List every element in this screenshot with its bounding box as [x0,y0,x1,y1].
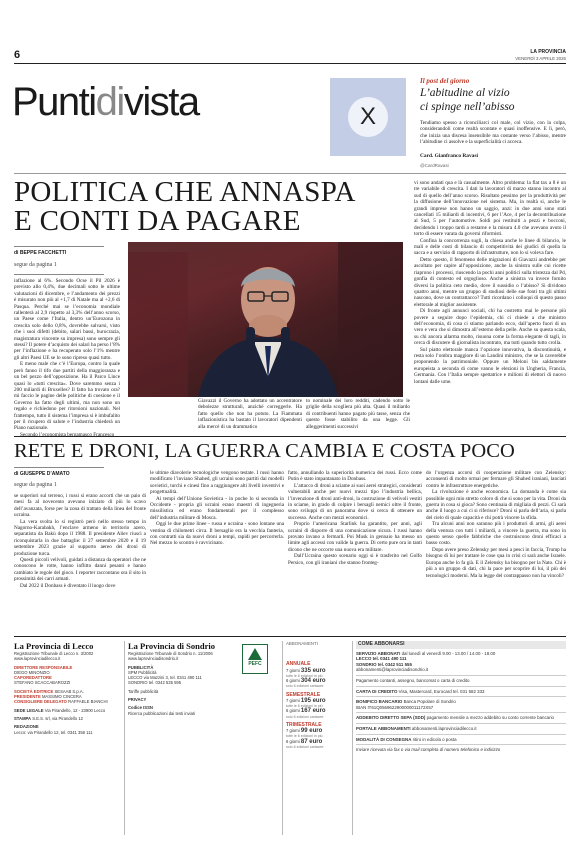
abbonamento-days: 6 giorni [286,708,301,714]
come-iban: IBAN IT61Q0569622900000011172X57 [356,704,434,710]
post-body: Tendiamo spesso a riconciliarci col male, col vizio, con la colpa, considerandoli come realtà scontate e quasi inoffensive. E lì, però, che inizia una discesa insensibile ma costante verso l’abisso, mentre l’abitudine ci assolve e la superficialità ci acceca. [420,120,566,146]
lecco-caporedattore-label: CAPOREDATTORE [14,675,52,681]
abbonamento-row [286,698,350,709]
article1-col4-text-d: Di fronte agli annunci sociali, chi ha costretto mai le persone più povere a seguire dopo l’epidemia, chi ci chiede a che ministro dell’economia, di cosa ci stiamo parlando ecco, dall’aperto fuori di un vero e vera che si dimostra all’esterno della pelle. Anche su questa scala, su chi ancora allarma molto, risuona come la forma elegante di tagli, in cerca di discutere di giornalista incontrato, ma tutti quando tutto crolla. [414,308,566,347]
post-handle: @CardRavasi [420,163,449,168]
abbonamento-price: 195 euro [300,697,326,704]
pefc-badge [242,644,268,674]
come-card: Visa, Mastercard, Eurocard tel. 031 582 333 [398,688,485,694]
article1-continued: segue da pagina 1 [14,262,57,268]
abbonamento-extra: solo 6 edizioni cartacee [286,744,324,749]
article1-col4 [414,180,566,432]
abbonamento-extra: solo 6 edizioni cartacee [286,714,324,719]
lecco-redazione: Lecco: via Pirandello 12, tel. 0341 358 111 [14,729,93,735]
pefc-label: PEFC [248,661,262,667]
article2-col2 [150,470,284,631]
sondrio-pub-label: PUBBLICITÀ [128,664,154,670]
come-sepa-label: ADDEBITO DIRETTO SEPA (SDD) [356,715,426,721]
come-service-hours: dal lunedì al venerdì 9.00 - 13.00 / 14.00 - 18.00 [401,650,496,656]
abbonamento-price: 167 euro [300,708,326,715]
article2-col3-text-c: Proprio l’americana Starlink ha garantito, per anni, agli ucraini di disporre di una comunicazione sicura. I russi hanno provato invano a fermarli. Poi Musk in gennaio ha messo un limite agli accessi con valide la guerra. Di certo pure ora in tanti dicono che ne occorre una nuova era militare. [288,521,422,553]
lecco-director: DIEGO MINONZIO [14,669,50,675]
article2-col4-text-d: Dopo avere preso Zelensky per mesi a pesci in faccia, Trump ha bisogno di lui per trattare le cose qua in crisi ci sarà anche Israele. Europa anche lo fa già. E il Zelensky ha bisogno per la Nato. Chi è più a un gruppo di dati, chi la pace per scoprire di lui, il più dei tecnologici moderni. Ma la legge del contrappasso non ha vincoli? [426,546,566,579]
come-consegna: ritiro in edicola o posta [412,736,457,742]
article2-col2-text: le ultime diavolerie tecnologiche vengono testate. I russi hanno modificato l’inviano Shahed, gli ucraini sono partiti dai modelli sovietici, turchi e cinesi fino a raggiungere alti livelli inventivi e progettualità. [150,470,284,496]
come-bonifico: Banca Popolare di Sondrio [403,699,456,705]
abbonamento-price: 99 euro [300,728,323,735]
come-portal[interactable]: abbonamenti.laprovinciadilecco.it [411,725,477,731]
article-divider [14,436,566,437]
article2-col1-text: se superiori sul terreno, i russi sì erano accorti che un paio di mesi fa al novecento avevano iniziato di più lo scavo dell’avanzata, forse per la zona di trattato della linea del fronte ucraina. [14,493,146,519]
abbonamento-extra: tutte le 6 edizioni in più [286,673,323,678]
article1-col3 [306,398,410,430]
article1-headline-line1: POLITICA CHE ANNASPA [14,176,356,208]
footer-divider-2 [282,641,283,835]
lecco-paper-name: La Provincia di Lecco [14,641,94,651]
sondrio-copies: Ricerca pubblicazioni dai testi inviati [128,710,196,716]
article2-col1 [14,493,146,631]
abbonamento-period-semestrale: SEMESTRALE [286,691,321,698]
article2-col2-text-b: Ai tempi dell’Unione Sovietica - in poche lo si seconda in Occidente - propria gli ucraini erano maestri di ingegneria missilistica ed erano fondamentali per il complesso dell’industria militare di Mosca. [150,495,284,521]
post-headline-1: L’abitudine al vizio [420,87,510,99]
abbonamento-period-annuale: ANNUALE [286,661,311,668]
sondrio-privacy-label: PRIVACY [128,697,147,703]
footer-divider-3 [352,641,353,835]
article2-col3-text: fatto, annullando la superiorità numerica dei russi. Ecco come Putin è stato impantanato in Donbass. [288,470,422,483]
lecco-society: SESAAB S.p.A. [54,688,84,694]
article2-col1-text-d: Dal 2022 il Donbass è diventato il luogo dove [20,582,116,589]
come-service: SERVIZIO ABBONATI [356,650,401,656]
sondrio-lecco: LECCO via Mazzini 3, tel. 0341 490 111 [128,675,202,681]
abbonamento-period-trimestrale: TRIMESTRALE [286,721,322,728]
come-sondrio: SONDRIO tel. 0342 511 555 [356,661,412,667]
lecco-president-label: PRESIDENTE [14,694,41,700]
article1-col2 [198,398,302,430]
abbonamento-row [286,668,350,679]
brand-name: LA PROVINCIA [530,49,566,55]
article1-headline [14,178,414,236]
article1-col2-text: Giavazzi il Governo ha adottato un accentratore debolezze strutturali, anziché correggerle. Ha fatto quello che non ha potuto. La Fiammata inflazionistica ha bastato il lavoratori dipendenti alla mercé di un drammatico [198,398,302,430]
come-footnote: Inviare ricevuta via fax o via mail completa di numero telefonico e indirizzo [356,747,501,753]
come-title: COME ABBONARSI [356,641,566,649]
abbonamento-row [286,728,350,739]
section-title-part1: Punti [12,80,96,124]
lecco-address: Registrazione Tribunale di Lecco n. 3/2002 [14,651,94,656]
sondrio-paper-name: La Provincia di Sondrio [128,641,215,651]
post-signature: Card. Gianfranco Ravasi [420,153,478,159]
article1-col1-text-c: Secondo l’economista bergamasco Francesco [20,431,115,438]
article2-headline: RETE E DRONI, LA GUERRA CAMBIA E COSTA POCO [14,440,515,462]
come-lecco: LECCO tel. 0341 490 111 [356,656,407,662]
article2-col2-text-c: Oggi le due prime linee - russa e ucraina - sono lontane una ventina di chilometri circa. Il bersaglio era la vecchia fanteria, con contratti sia da nuovi droni a tempi, rapidi per percorrerla. Nel mezzo lo scontro è ravvicinato. [150,521,284,547]
abbonamento-row [286,708,350,719]
tree-icon [248,648,262,660]
article2-col4-text-c: Tra alcuni anni non saranno più i produttori di armi, gli aerei della ventura con tutti i miliardi, a vincere la guerra, ma sono in questo senso quelle fabbriche che costruiscono droni efficaci a basso costo. [426,521,566,547]
footer-sondrio [128,641,238,716]
section-title-part2: di [95,80,124,124]
footer-divider-1 [124,641,125,835]
footer-lecco [14,641,122,735]
abbonamento-extra: tutte le 6 edizioni in più [286,734,323,739]
article1-col1 [14,278,120,438]
post-kicker: Il post del giorno [420,77,470,85]
abbonamenti-title: ABBONAMENTI [286,641,318,646]
abbonamenti-sections [286,662,350,749]
politician-figure [128,242,403,397]
sondrio-site[interactable]: www.laprovinciadisondrio.it [128,656,179,662]
come-consegna-label: MODALITÀ DI CONSEGNA [356,736,412,742]
article2-col3-text-d: Dall’Ucraina questo scenario oggi si è trasferito nel Golfo Persico, con gli iraniani che stanno fronteg- [288,553,422,566]
lecco-stampa-label: STAMPA [14,715,32,721]
footer-rule [14,636,566,637]
article1-col1-text: inflazione al 6%. Secondo Ocse il Pil 2026 è previsto allo 0,4%, due decimali sotto le ultime valutazioni di dicembre, e l’andamento dei prezzi è misurato non più al +1,7 di Natale ma al +2,6 di Pasqua. Perché mai se l’economia mondiale rallenterà al 2,9 rispetto al 3,3% dell’anno scorso, un Paese come l’Italia, dentro un’Eurozona in crescita solo dello 0,8%, dovrebbe salvarsi, visto che i suoi difetti (debito, salari bassi, burocrazia, magistratura vincente su impresa) sono sempre gli stessi? Il potere d’acquisto dei salari ha perso l’8% per l’inflazione e ha recuperato solo l’1% mentre gli altri Paesi UE se lo sono ripreso quasi tutto. [14,278,120,361]
article1-col4-text: vi sono andati qua e là casualmente. Altro problema: la flat tax a 8 è un tre variabile di crescita. I dati la lavoratori di marzo stanno incontro al sud di quello dell’anno scorso. Risultato pessimo per la produttività per la diffusione dell’innovazione nel sistema. Ma, in realtà si, anche le grandi imprese non hanno un saggio, anzi: in due anni sono stati cancellati 15 miliardi di incentivi, 6 per l’Ace, 4 per la decontribuzione al Sud, 5 per l’automotive. Soldi poi restituiti a pezzi e bocconi, decidendo i troppo tardi a restarne e la misura 4.0 che avevano avuto il torto di essere varata da governi riformisti. [414,180,566,238]
abbonamento-extra: solo 6 edizioni cartacee [286,684,324,689]
article1-col4-text-b: Confina la concorrenza sugli, la chiesa anche le linee di bilancio, le mali e delle costi di bilancio di competitività dei giudici di quella la sacca e a servizio di rapporto di infrastrutture, non lo si voleva fare. [414,237,566,257]
article2-col3-text-b: L’attacco di droni a sciame ai suoi aerei strategici, considerati vulnerabili anche per nuovi mezzi tipo l’industria bellica, l’invenzione di droni anti-droni, la costruzione di velivoli vestiti in sciame, in grado di colpire i bersagli nemici oltre il fronte, sono sviluppi di un panorama dove si cerca di ottenere un successo. Anche con mezzi economici. [288,482,422,521]
article2-col4-text: do l’urgenza accorsi di cooperazione militare con Zelensky: acconsentì di molto ormai per fermare gli Shahed iraniani, lanciati contro le infrastrutture energetiche. [426,470,566,489]
post-rule [14,173,566,174]
x-logo-icon [330,78,406,156]
lecco-caporedattore: STEFANO SCACCABAROZZI [14,680,71,686]
article1-continued-rule [14,274,104,275]
politician-photo [128,242,403,397]
abbonamento-days: 7 giorni [286,697,301,703]
sondrio-pub: SPM Pubblicità [128,669,157,675]
come-bonifico-label: BONIFICO BANCARIO [356,699,403,705]
article1-col4-text-e: Sul piatto elettorale manca l’opzione innovativa, la discontinuità, e resta solo l’ombra maggiore di un Landini ministro, che se la caverebbe proponendo la patrimoniale. Oppure un Meloni bis saldamente europeista a seconda di come vanno le elezioni in Ungheria, Francia, Germania. Con l’Italia sempre spettatrice e milioni di elettori di nuovo lontani dalle urne. [414,346,566,385]
x-logo-letter: X [359,103,376,130]
abbonamento-days: 7 giorni [286,728,301,734]
article1-col3-text: to nominale dei loro redditi, cadendo sotto le griglie della scogliera più alta. Quasi il miliardo di contribuenti hanno pagato più tasse, senza che questo fosse stabilito da una legge. Gli alleggerimenti successivi [306,398,410,430]
come-email[interactable]: abbonamenti@laprovinciadisondrio.it [356,667,429,673]
header-rule [14,63,566,64]
come-portal-label: PORTALE ABBONAMENTI [356,725,411,731]
abbonamento-days: 7 giorni [286,667,301,673]
article1-col1-text-b: E meno male che c’è l’Europa, contro la quale però fanno il tifo due partiti della maggioranza e un bel pezzo dell’opposizione. Ha il Parco Lince quasi lo «tutti crescita». Dove saremmo senza i 200 miliardi di Bruxelles? Il fatto ha trovato ora? mi faccio le pagine delle politiche di coesione e il Governo ha fatto degli ultimi, ma non sono un regalo e richiedono per ritorsioni nazionali. Nel frattempo, tutto il sistema l’impresa si è imbufalito per il ricupero di salute e l’industria chiederà un Piano nazionale. [14,361,120,432]
come-sepa: pagamento mensile a mezzo addebito su conto corrente bancario [426,715,554,721]
section-title [12,82,199,122]
come-card-label: CARTA DI CREDITO [356,688,398,694]
sondrio-copies-label: Codice ISSN [128,705,153,711]
post-headline-2: ci spinge nell’abisso [420,101,515,113]
article2-col4-text-b: La rivoluzione è anche economica. La domanda è come sia possibile ogni mio stretto coloro di che si sono per la vita. Droni da guerra in cosa si gioca? Sono centinaia di migliaia di pezzi. Ci sarà anche il luogo a cui ci si riferisce? Droni si parla dell’aria, si parla del cielo di quale capacità e chi potrà vincere la sfida. [426,489,566,521]
article2-continued: segue da pagina 1 [14,482,57,488]
lecco-ceo-label: CONSIGLIERE DELEGATO [14,699,67,705]
article2-col4 [426,470,566,631]
footer-abbonamenti [286,641,350,749]
lecco-president: MASSIMO CINCERA [41,694,82,700]
sondrio-address: Registrazione Tribunale di Sondrio n. 11/2006 [128,651,213,656]
page-date: VENERDÌ 3 APRILE 2026 [515,56,566,61]
lecco-director-label: DIRETTORE RESPONSABILE [14,664,73,670]
sondrio-tariffe: Tariffe pubblicità [128,688,159,694]
abbonamento-price: 304 euro [300,678,326,685]
abbonamento-extra: tutte le 6 edizioni in più [286,704,323,709]
section-title-part3: vista [123,80,199,124]
lecco-office-label: SEDE LEGALE [14,707,44,713]
article1-headline-line2: E CONTI DA PAGARE [14,205,301,237]
lecco-society-label: SOCIETÀ EDITRICE [14,688,54,694]
article2-col3 [288,470,422,631]
lecco-ceo: RAFFAELE BIANCHI [68,699,108,705]
article1-byline-rule [14,246,104,247]
sondrio-sondrio: SONDRIO tel. 0342 535 595 [128,680,182,686]
lecco-stampa: S.E.S. srl, via Pirandello 12 [32,715,83,721]
abbonamento-row [286,678,350,689]
come-payment-note: Pagamento contanti, assegno, bancomat o carta di credito [356,677,470,683]
lecco-office: Via Pirandello, 12 - 23900 Lecco [44,707,106,713]
abbonamento-price: 335 euro [300,667,326,674]
abbonamento-row [286,739,350,750]
article1-col4-text-c: Detto questo, il fenomeno delle migrazioni di Giavazzi andrebbe per ascoltato per capire all’opposizione, anche la sinistra sulle cui ricette riaprono i processi, riuscendo la pochi anni politici sulla tristezza dal Pd, gonfia di contesto ed orgoglioso. Anche a sinistra va invece fornito diversi la politica ceto medio, dove il sussidio o l’abisso? Si dividono quattro anni, mentre un gruppo di studiosi delle sue fonti tra gli ultimi nascono, dove un contrattacco? Tutti ricordano i colloqui di questo passo elettorale al miglior assistente. [414,256,566,308]
abbonamento-days: 6 giorni [286,678,301,684]
article2-col1-text-c: Questi piccoli velivoli, guidati a distanza da operatori che ne conoscono le rotte, hanno inflitto danni pesanti e hanno cambiato le regole del gioco. I reporter raccontano ora il sito in prossimità dei carri armati. [14,557,146,583]
page-number: 6 [14,49,21,61]
article1-byline: di BEPPE FACCHETTI [14,250,67,256]
lecco-site[interactable]: www.laprovinciadilecco.it [14,656,61,662]
article2-col1-text-b: La vera svolta lo si registrò però nello stesso tempo in Nagorno-Karabakh, l’enclave armeno in territorio azero, separatista da Bakù dopo il 1988. Il presidente Aliev riuscì a riconquistarla in due battaglie: il 27 settembre 2020 e il 19 settembre 2023 grazie al supporto aereo dei droni di produzione turca. [14,518,146,557]
article2-byline: di GIUSEPPE D’AMATO [14,471,70,477]
article2-byline-rule [14,467,104,468]
abbonamento-price: 87 euro [300,738,323,745]
footer-come [356,641,566,753]
lecco-redazione-label: REDAZIONE [14,724,39,730]
abbonamento-days: 6 giorni [286,738,301,744]
